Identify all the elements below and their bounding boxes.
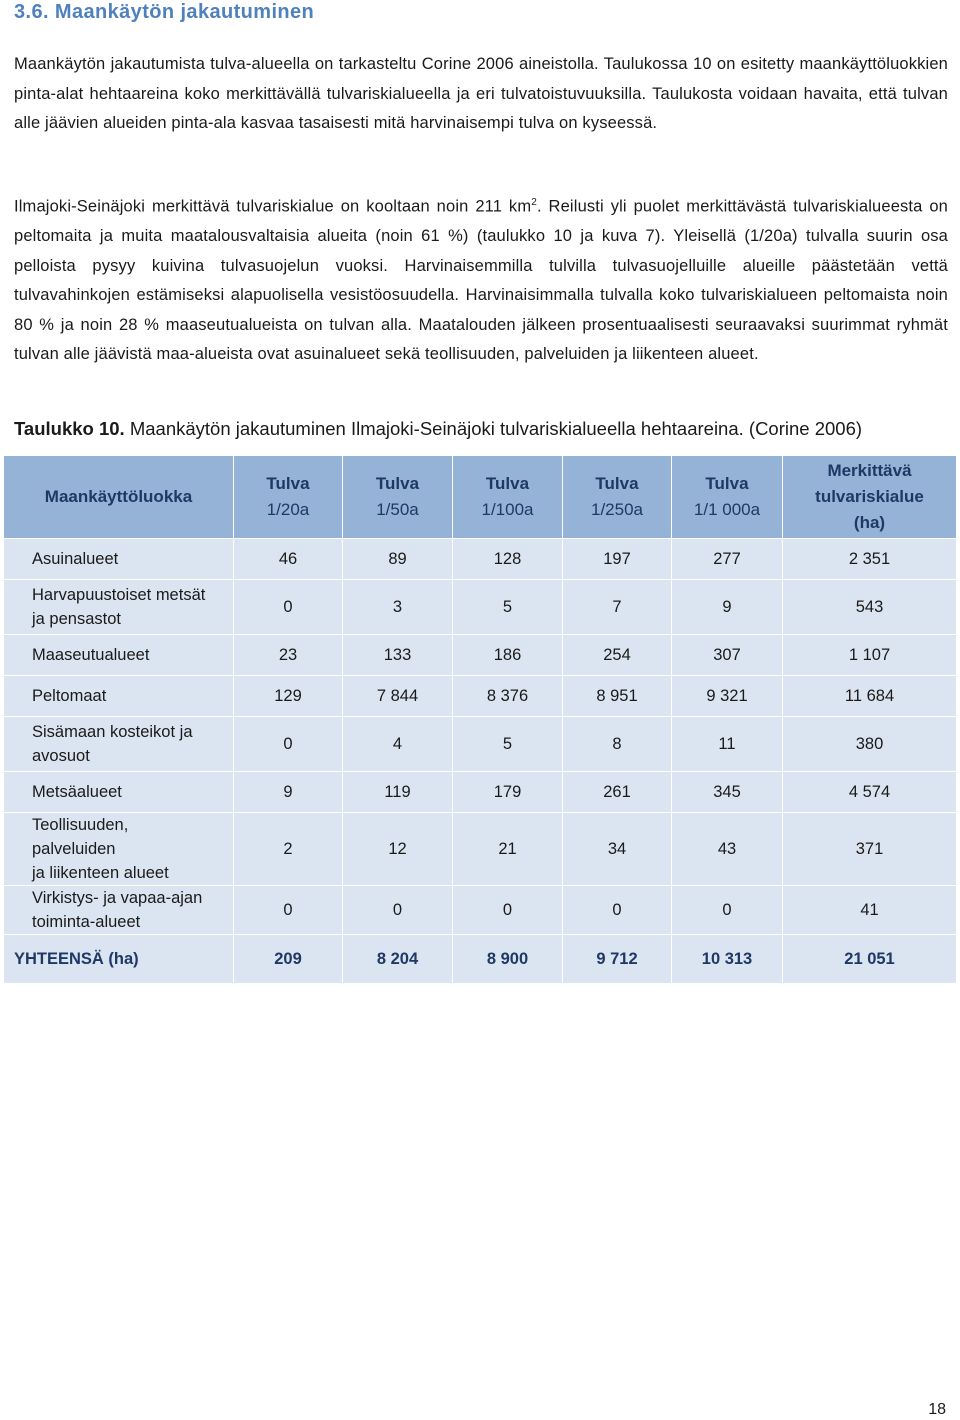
header-flood-20-line1: Tulva [266, 474, 310, 493]
cell-value: 307 [672, 635, 783, 676]
table-row [4, 580, 957, 635]
cell-value: 0 [672, 886, 783, 935]
row-label-line1: Virkistys- ja vapaa-ajan [32, 889, 203, 907]
cell-value: 0 [343, 886, 453, 935]
header-total-line1: Merkittävä [827, 461, 912, 480]
paragraph-area [14, 188, 948, 370]
header-flood-1000-line2: 1/1 000a [693, 500, 761, 519]
cell-value: 8 [563, 717, 672, 772]
header-flood-50-line1: Tulva [375, 474, 420, 493]
total-value: 209 [234, 935, 343, 984]
table-header-row [4, 456, 957, 539]
cell-value: 129 [234, 676, 343, 717]
cell-value: 371 [783, 813, 957, 886]
cell-value: 5 [453, 580, 563, 635]
header-flood-1000-line1: Tulva [705, 474, 749, 493]
cell-value: 3 [343, 580, 453, 635]
cell-value: 11 684 [783, 676, 957, 717]
cell-value: 9 321 [672, 676, 783, 717]
cell-value: 89 [343, 539, 453, 580]
cell-value: 0 [234, 717, 343, 772]
cell-value: 11 [672, 717, 783, 772]
header-flood-50 [343, 456, 453, 539]
landuse-table [3, 455, 957, 984]
cell-value: 9 [672, 580, 783, 635]
header-flood-20-line2: 1/20a [266, 500, 310, 519]
header-total-area [783, 456, 957, 539]
paragraph-intro: Maankäytön jakautumista tulva-alueella on tarkasteltu Corine 2006 aineistolla. Taulukossa 10 on esitetty maankäyttöluokkien pinta-alat hehtaareina koko merkittävällä tulvariskialueella ja eri tulvatoistuvuuksilla. Taulukosta voidaan havaita, että tulvan alle jäävien alueiden pinta-ala kasvaa tasaisesti mitä harvinaisempi tulva on kyseessä. [14, 55, 948, 132]
header-flood-1000 [672, 456, 783, 539]
table-caption-text: Maankäytön jakautuminen Ilmajoki-Seinäjoki tulvariskialueella hehtaareina. (Corine 2006) [124, 418, 863, 439]
cell-value: 5 [453, 717, 563, 772]
header-flood-250-line1: Tulva [595, 474, 639, 493]
cell-value: 7 [563, 580, 672, 635]
total-value: 8 900 [453, 935, 563, 984]
cell-value: 7 844 [343, 676, 453, 717]
paragraph-area-rest: . Reilusti yli puolet merkittävästä tulvariskialueesta on peltomaita ja muita maatalousvaltaisia alueita (noin 61 %) (taulukko 10 ja kuva 7). Yleisellä (1/20a) tulvalla suurin osa pelloista pysyy kuivina tulvasuojelun vuoksi. Harvinaisemmilla tulvilla tulvasuojelluille alueille päästetään vettä tulvavahinkojen estämiseksi alapuolisella vesistöosuudella. Harvinaisimmalla tulvalla koko tulvariskialueen peltomaista noin 80 % ja noin 28 % maaseutualueista on tulvan alla. Maatalouden jälkeen prosentuaalisesti seuraavaksi suurimmat ryhmät tulvan alle jäävistä maa-alueista ovat asuinalueet sekä teollisuuden, palveluiden ja liikenteen alueet. [14, 197, 948, 363]
table-row [4, 772, 957, 813]
cell-value: 2 [234, 813, 343, 886]
cell-value: 0 [234, 886, 343, 935]
row-label-line1: Teollisuuden, [32, 816, 129, 834]
cell-value: 4 574 [783, 772, 957, 813]
header-landuse-class: Maankäyttöluokka [4, 456, 234, 539]
total-label: YHTEENSÄ (ha) [4, 935, 234, 984]
cell-value: 197 [563, 539, 672, 580]
row-label: Asuinalueet [4, 539, 234, 580]
header-flood-100-line2: 1/100a [481, 500, 534, 519]
cell-value: 9 [234, 772, 343, 813]
header-flood-250 [563, 456, 672, 539]
cell-value: 119 [343, 772, 453, 813]
cell-value: 277 [672, 539, 783, 580]
cell-value: 41 [783, 886, 957, 935]
row-label: Peltomaat [4, 676, 234, 717]
cell-value: 0 [563, 886, 672, 935]
table-row [4, 717, 957, 772]
table-row [4, 676, 957, 717]
header-flood-100-line1: Tulva [485, 474, 530, 493]
cell-value: 345 [672, 772, 783, 813]
cell-value: 543 [783, 580, 957, 635]
row-label: Metsäalueet [4, 772, 234, 813]
header-flood-250-line2: 1/250a [591, 500, 643, 519]
cell-value: 133 [343, 635, 453, 676]
table-row [4, 539, 957, 580]
row-label-line1: Harvapuustoiset metsät [32, 586, 206, 604]
table-row [4, 886, 957, 935]
row-label: Maaseutualueet [4, 635, 234, 676]
table-caption-label: Taulukko 10. [14, 418, 125, 439]
cell-value: 8 376 [453, 676, 563, 717]
header-total-line2: tulvariskialue [815, 487, 924, 506]
row-label [4, 886, 234, 935]
cell-value: 8 951 [563, 676, 672, 717]
header-flood-20 [234, 456, 343, 539]
row-label-line3: ja liikenteen alueet [32, 864, 169, 882]
row-label-line2: toiminta-alueet [32, 913, 141, 931]
total-value: 8 204 [343, 935, 453, 984]
cell-value: 34 [563, 813, 672, 886]
row-label [4, 813, 234, 886]
header-flood-100 [453, 456, 563, 539]
page-number: 18 [928, 1401, 946, 1418]
cell-value: 4 [343, 717, 453, 772]
paragraph-area-start: Ilmajoki-Seinäjoki merkittävä tulvariskialue on kooltaan noin 211 km [14, 197, 532, 216]
total-value: 21 051 [783, 935, 957, 984]
cell-value: 254 [563, 635, 672, 676]
superscript-2: 2 [531, 197, 537, 208]
table-total-row [4, 935, 957, 984]
total-value: 9 712 [563, 935, 672, 984]
row-label [4, 717, 234, 772]
cell-value: 0 [453, 886, 563, 935]
cell-value: 46 [234, 539, 343, 580]
cell-value: 0 [234, 580, 343, 635]
cell-value: 380 [783, 717, 957, 772]
total-value: 10 313 [672, 935, 783, 984]
table-row [4, 635, 957, 676]
row-label-line1: Sisämaan kosteikot ja [32, 723, 193, 741]
header-flood-50-line2: 1/50a [376, 500, 419, 519]
cell-value: 21 [453, 813, 563, 886]
row-label [4, 580, 234, 635]
table-caption [14, 414, 862, 444]
row-label-line2: avosuot [32, 747, 90, 765]
row-label-line2: palveluiden [32, 840, 116, 858]
row-label-line2: ja pensastot [32, 610, 121, 628]
cell-value: 179 [453, 772, 563, 813]
cell-value: 12 [343, 813, 453, 886]
cell-value: 261 [563, 772, 672, 813]
cell-value: 43 [672, 813, 783, 886]
cell-value: 186 [453, 635, 563, 676]
table-row [4, 813, 957, 886]
header-total-line3: (ha) [853, 513, 886, 532]
cell-value: 2 351 [783, 539, 957, 580]
cell-value: 23 [234, 635, 343, 676]
cell-value: 128 [453, 539, 563, 580]
cell-value: 1 107 [783, 635, 957, 676]
section-heading: 3.6. Maankäytön jakautuminen [14, 1, 315, 23]
